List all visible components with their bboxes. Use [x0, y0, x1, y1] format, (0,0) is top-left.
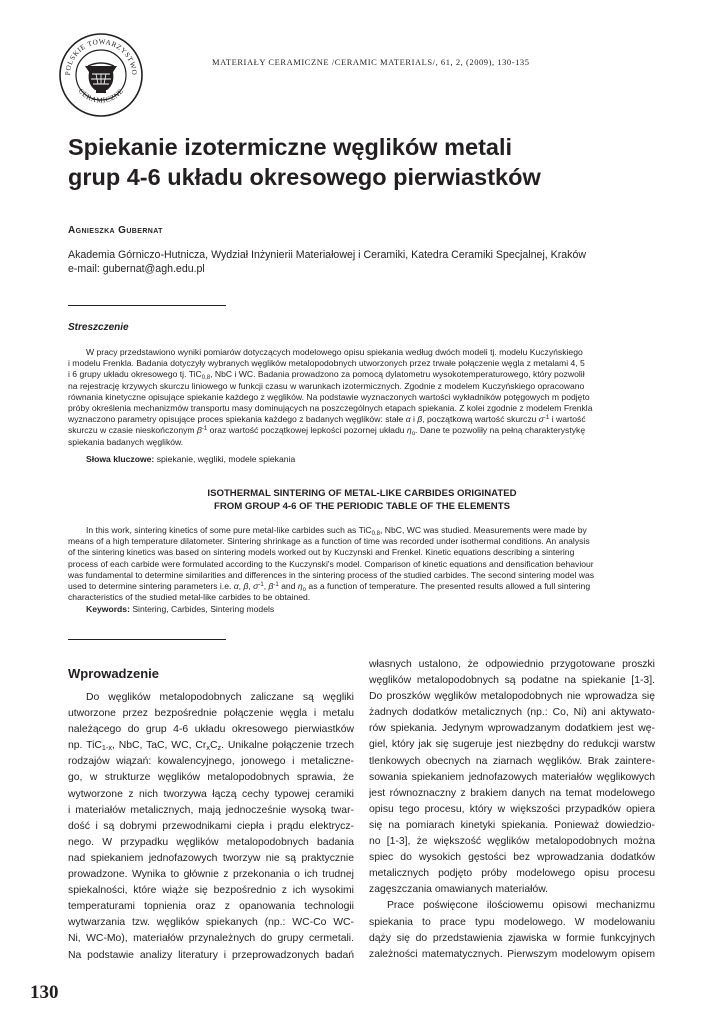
abstract-line: wyznaczono parametry opisujące proces spiekania każdego z badanych węglików: stałe α i β, początkową wartość skurczu $\sigma^{-1}$ i wartość — [68, 414, 586, 425]
abstract-polish — [68, 347, 656, 448]
keywords-list: spiekanie, węgliki, modele spiekania — [156, 454, 296, 464]
body-text-line: no [1-3], że większość węglików metalopodobnych można — [369, 836, 655, 848]
body-text-line: wytworzone z nich tworzywa łączą cechy typowej ceramiki — [68, 788, 354, 800]
body-text-line: np. TiC$_{1-x}$, NbC, TaC, WC, $Cr_xC_z$. Unikalne połączenie trzech — [68, 740, 354, 753]
body-text-line: go, w strukturze węglików metalopodobnych sprawia, że — [68, 772, 354, 784]
abstract-line: used to determine sintering parameters i.e. α, β, $\sigma^{-1}$, $\beta^{-1}$ and $\eta_o$ as a function of temperature. The presented results allowed a full sintering — [68, 581, 591, 594]
keywords-list: Sintering, Carbides, Sintering models — [132, 604, 275, 614]
body-text-line: dąży się do przedstawienia zjawiska w formie funkcyjnych — [369, 932, 655, 944]
title-line: grup 4-6 układu okresowego pierwiastków — [68, 164, 541, 190]
body-text-line: Prace poświęcone ilościowemu opisowi mechanizmu — [387, 900, 655, 912]
body-text-line: węglików metalopodobnych są podatne na spiekanie [1-3]. — [369, 675, 655, 687]
english-title-line: ISOTHERMAL SINTERING OF METAL-LIKE CARBIDES ORIGINATED — [207, 488, 517, 499]
keywords-label: Keywords: — [86, 604, 130, 614]
body-text-line: opisu tego procesu, który w większości przypadków opiera — [369, 803, 655, 815]
body-text-line: własnych ustalono, że odpowiednio przygotowane proszki — [369, 659, 655, 670]
abstract-line: na rejestrację krzywych skurczu liniowego w funkcji czasu w warunkach izotermicznych. Zgodnie z modelem Kuczyńskiego opracowano — [68, 380, 585, 391]
abstract-line: W pracy przedstawiono wyniki pomiarów dotyczących modelowego opisu spiekania według dwóch modeli tj. modelu Kuczyńskiego — [86, 347, 583, 357]
body-text-line: zagęszczania omawianych materiałów. — [369, 884, 549, 896]
abstract-line: characteristics of the studied metal-like carbides to be obtained. — [68, 592, 311, 603]
body-text-line: rodzajów wiązań: kowalencyjnego, jonowego i metaliczne- — [68, 756, 354, 768]
body-text-line: nad spiekaniem jednofazowych tworzyw nie są praktycznie — [68, 852, 354, 864]
body-text-line: dość i są dobrymi przewodnikami ciepła i prądu elektrycz- — [68, 820, 354, 832]
keywords-polish — [86, 454, 295, 465]
body-column-left — [68, 690, 354, 964]
abstract-heading: Streszczenie — [68, 322, 129, 333]
author-name: Agnieszka Gubernat — [68, 225, 163, 236]
body-text-line: Do węglików metalopodobnych zaliczane są węgliki — [86, 692, 354, 703]
body-text-line: i materiałów metalicznych, mają jednocześnie wysoką twar- — [68, 804, 354, 816]
body-text-line: tlenkowych obecnych na ziarnach węglików. Brak zaintere- — [369, 755, 655, 767]
body-text-line: Do proszków węglików metalopodobnych nie wprowadza się — [369, 691, 655, 703]
abstract-line: równania kinetyczne opisujące spiekanie każdego z węglików. Na podstawie wyznaczonych wartości wykładników potęgowych m podjęto — [68, 391, 590, 402]
section-heading: Wprowadzenie — [68, 666, 160, 681]
page-title — [68, 132, 668, 192]
affiliation-institution: Akademia Górniczo-Hutnicza, Wydział Inżynierii Materiałowej i Ceramiki, Katedra Ceramiki Specjalnej, Kraków — [68, 249, 587, 261]
abstract-line: i modelu Frenkla. Badania dotyczyły wybranych węglików metalopodobnych utworzonych przez trwałe połączenie węgla z metalami 4, 5 — [68, 358, 585, 369]
abstract-line: i 6 grupy układu okresowego tj. TiC$_{0,8}$, NbC i WC. Badania prowadzono za pomocą dylatometru wysokotemperaturowego, który pozwolił — [68, 369, 585, 382]
section-divider — [68, 639, 226, 640]
body-text-line: żadnych dodatków metalicznych (np.: Co, Ni) ani aktywato- — [369, 707, 655, 719]
body-text-line: Ni, WC-Mo), materiałów przynależnych do grupy cermetali. — [68, 933, 354, 945]
abstract-line: was fundamental to determine similarities and differences in the sintering process of the studied carbides. The second sintering model was — [68, 569, 595, 580]
body-text-line: nego. W przypadku węglików metalopodobnych badania — [68, 836, 354, 848]
body-text-line: utworzone przez bezpośrednie połączenie węgla i metalu — [68, 708, 354, 720]
logo-ring-text-top: POLSKIE TOWARZYSTWO — [63, 37, 139, 76]
abstract-line: In this work, sintering kinetics of some pure metal-like carbides such as TiC$_{0.8}$, NbC, WC was studied. Measurements were made by — [86, 525, 587, 537]
body-text-line: się na pomiarach kinetyki spiekania. Ponieważ dowiedzio- — [369, 819, 655, 831]
body-text-line: sowania spiekaniem jednofazowych materiałów węglikowych — [369, 771, 655, 783]
english-title-line: FROM GROUP 4-6 OF THE PERIODIC TABLE OF THE ELEMENTS — [213, 500, 510, 512]
abstract-line: means of a high temperature dilatometer. Sintering shrinkage as a function of time was recorded under isothermal conditions. An analysis — [68, 536, 590, 547]
affiliation-email: e-mail: gubernat@agh.edu.pl — [68, 263, 205, 275]
body-text-line: giel, który jak się sugeruje jest niezbędny do redukcji warstw — [369, 739, 655, 751]
body-text-line: metalicznych podjęto próby modelowego opisu procesu — [369, 868, 655, 880]
society-seal-icon — [58, 32, 144, 118]
abstract-english — [68, 525, 656, 603]
body-text-line: Na podstawie analizy literatury i przeprowadzonych badań — [68, 949, 354, 961]
body-text-line: jest równoznaczny z brakiem danych na temat modelowego — [369, 787, 655, 799]
logo-ring-text-bottom: CERAMICZNE — [76, 87, 126, 105]
body-column-right — [369, 657, 655, 963]
body-text-line: spiekania to prace typu modelowego. W modelowaniu — [369, 916, 655, 928]
affiliation — [68, 248, 668, 276]
keywords-english — [86, 604, 274, 615]
keywords-label: Słowa kluczowe: — [86, 454, 155, 464]
abstract-line: process of each carbide were formulated according to the Kuczynski's model. Comparison of kinetic equations and densification behaviour — [68, 558, 594, 569]
abstract-line: of the sintering kinetics was based on sintering models worked out by Kuczynski and Frenkel. Kinetic equations describing a sintering — [68, 547, 575, 558]
abstract-line: próby określenia mechanizmów transportu masy dominujących na poszczególnych etapach spiekania. Z kolei zgodnie z modelem Frenkla — [68, 403, 593, 414]
title-line: Spiekanie izotermiczne węglików metali — [68, 134, 513, 160]
abstract-line: spiekania badanych węglików. — [68, 436, 184, 447]
section-divider — [68, 305, 226, 306]
page-number: 130 — [30, 982, 59, 1003]
english-title — [68, 488, 656, 513]
body-text-line: należącego do grup 4-6 układu okresowego pierwiastków — [68, 724, 354, 736]
body-text-line: wytwarzania tzw. węglików spiekanych (np.: WC-Co WC- — [68, 917, 354, 929]
abstract-line: skurczu w czasie nieskończonym $\beta^{-1}$ oraz wartość początkowej lepkości pozornej układu $\eta_o$. Dane te pozwoliły na pełną charakterystykę — [68, 425, 586, 438]
body-text-line: temperaturami topnienia oraz z opanowania technologii — [68, 901, 354, 913]
body-text-line: spiekalności, które wiąże się bezpośrednio z ich wysokimi — [68, 885, 354, 897]
body-text-line: spiec do wysokich gęstości bez wprowadzania dodatków — [369, 852, 655, 864]
body-text-line: rów spiekania. Jedynym wprowadzanym dodatkiem jest wę- — [369, 723, 655, 735]
body-text-line: zależności matematycznych. Pierwszym modelowym opisem — [369, 948, 655, 960]
body-text-line: prowadzone. Wynika to głównie z przekonania o ich trudnej — [68, 869, 354, 881]
journal-header: MATERIAŁY CERAMICZNE /CERAMIC MATERIALS/, 61, 2, (2009), 130-135 — [212, 57, 530, 67]
